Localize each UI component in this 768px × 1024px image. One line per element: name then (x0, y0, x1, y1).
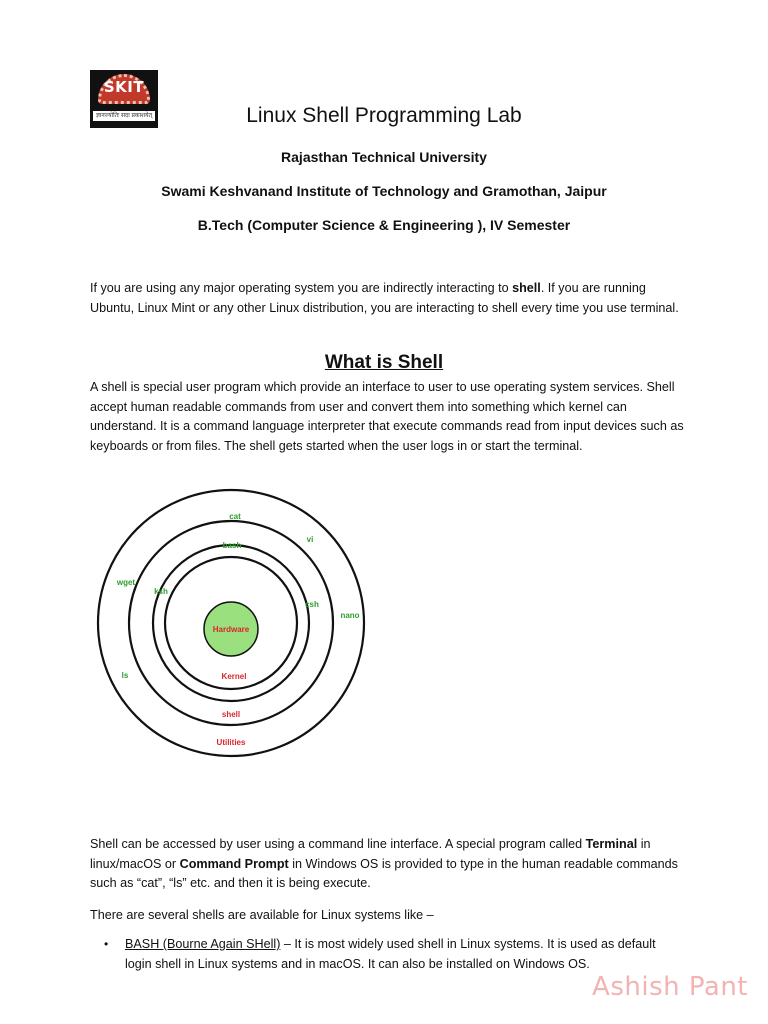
intro-text-1: If you are using any major operating system you are indirectly interacting to (90, 281, 513, 295)
kernel-label: Kernel (221, 672, 247, 681)
cmd-cat-label: cat (229, 512, 241, 521)
logo-text: SKIT (103, 78, 145, 96)
logo-tagline: ज्ञानज्योतिः सदा प्रकाशयेत् (93, 111, 155, 121)
section-heading (0, 352, 768, 374)
cmd-nano-label: nano (340, 611, 360, 620)
access-text-1: Shell can be accessed by user using a command line interface. A special program called (90, 837, 586, 851)
intro-paragraph (90, 279, 690, 318)
course-name: B.Tech (Computer Science & Engineering ), IV Semester (197, 217, 571, 233)
cmd-wget-label: wget (116, 578, 136, 587)
definition-paragraph: A shell is special user program which provide an interface to user to use operating system services. Shell accept human readable commands from user and convert them into something which kernel can understand. It is a command language interpreter that execute commands read from input devices such as keyboards or from files. The shell gets started when the user logs in or start the terminal. (90, 380, 684, 453)
shell-list (104, 935, 684, 974)
institute-name: Swami Keshvanand Institute of Technology and Gramothan, Jaipur (161, 183, 607, 199)
section-heading-text: What is Shell (324, 352, 444, 373)
intro-bold-shell: shell (512, 281, 541, 295)
bash-link[interactable]: BASH (Bourne Again SHell) (125, 937, 281, 951)
access-paragraph (90, 835, 690, 894)
bullet-icon: • (104, 937, 109, 951)
access-bold-terminal: Terminal (585, 837, 638, 851)
university-name: Rajasthan Technical University (281, 149, 487, 165)
utilities-label: Utilities (216, 738, 246, 747)
shell-label: shell (221, 710, 241, 719)
cmd-csh-label: csh (305, 600, 319, 609)
cmd-bash-label: bash (222, 541, 242, 550)
author-watermark: Ashish Pant (592, 972, 748, 1002)
access-text-3: in Windows OS is provided to type in the human readable commands such as “cat”, “ls” etc. and then it is being execute. (90, 856, 678, 890)
intro-text-2: . If you are running Ubuntu, Linux Mint or any other Linux distribution, you are interacting to shell every time you use terminal. (90, 281, 679, 315)
access-bold-command-prompt: Command Prompt (179, 856, 289, 871)
shell-layers-diagram (88, 487, 378, 765)
several-shells-paragraph: There are several shells are available for Linux systems like – (90, 908, 434, 922)
cmd-ksh-label: ksh (154, 587, 168, 596)
hardware-label: Hardware (212, 625, 250, 634)
cmd-vi-label: vi (306, 535, 314, 544)
document-title: Linux Shell Programming Lab (246, 104, 522, 127)
access-text-2: in linux/macOS or (90, 837, 651, 871)
cmd-ls-label: ls (121, 671, 129, 680)
bash-description: – It is most widely used shell in Linux systems. It is used as default login shell in Linux systems and in macOS. It can also be installed on Windows OS. (125, 937, 656, 971)
list-item (104, 935, 684, 974)
